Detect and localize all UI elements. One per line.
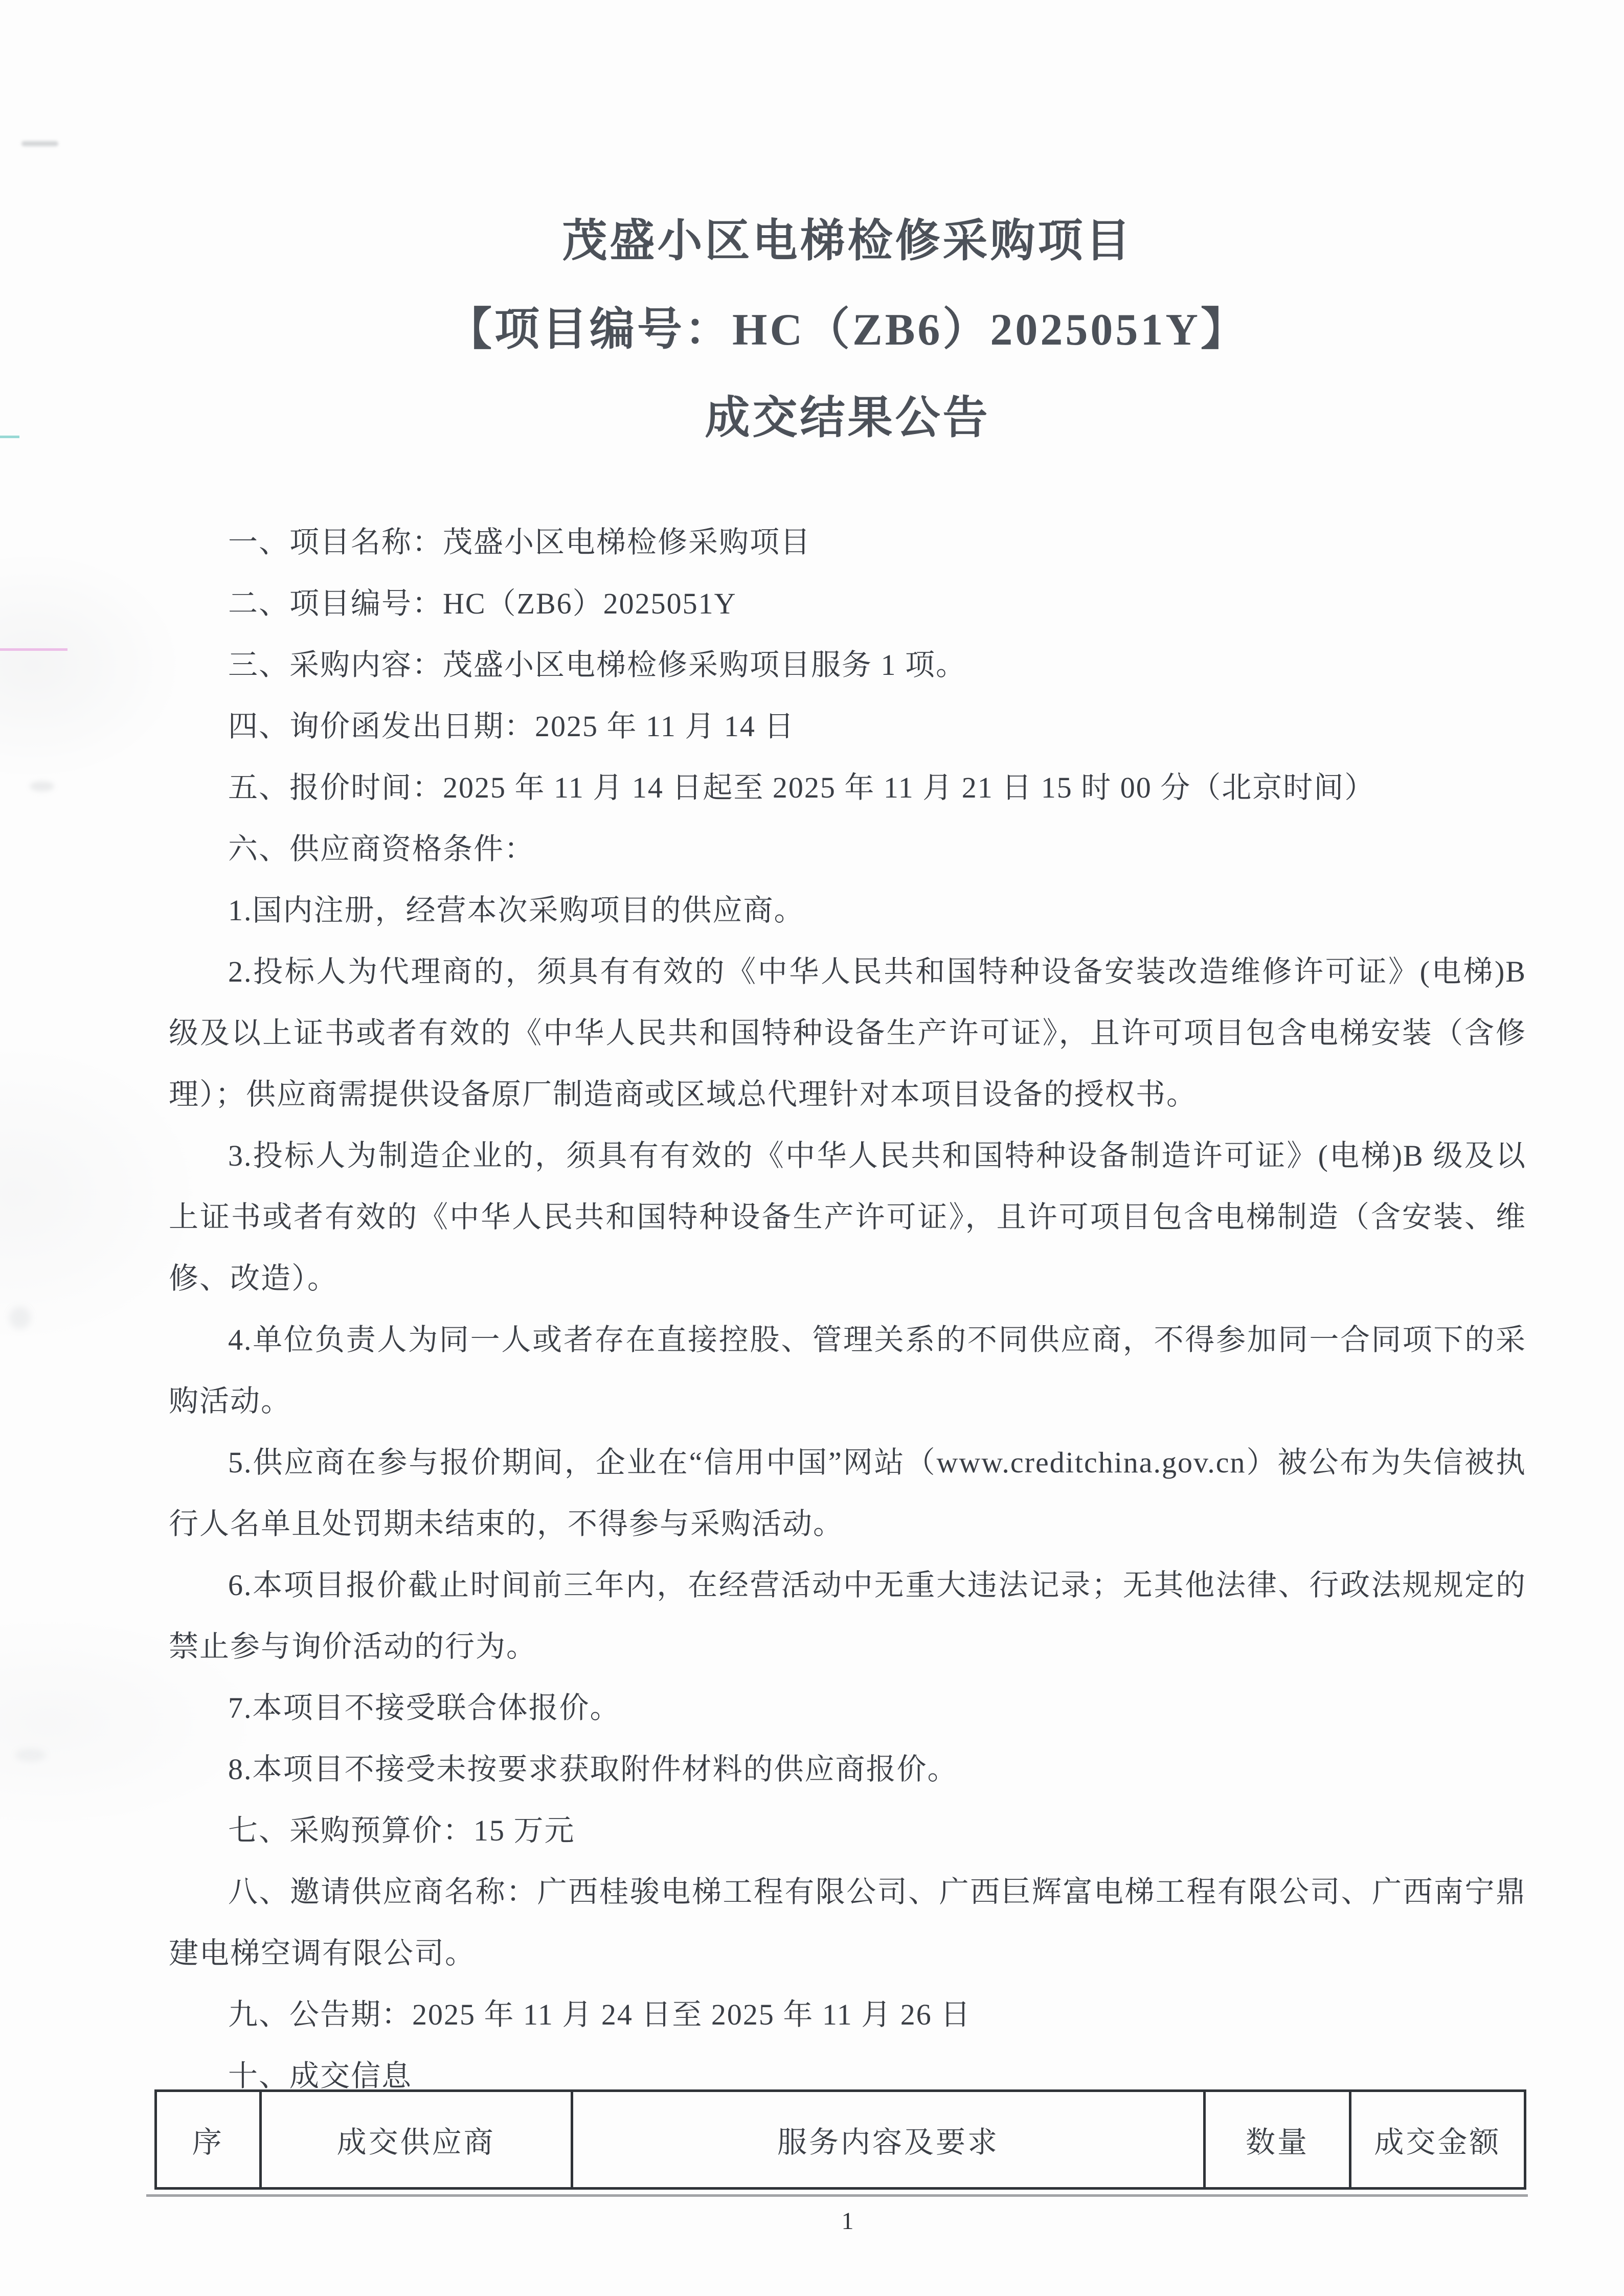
body-paragraph: 1.国内注册，经营本次采购项目的供应商。 (228, 894, 805, 927)
table-header-cell: 数量 (1205, 2091, 1350, 2189)
table-header-cell: 服务内容及要求 (572, 2091, 1205, 2189)
table-header-cell: 序 (156, 2091, 261, 2189)
body-paragraph: 三、采购内容：茂盛小区电梯检修采购项目服务 1 项。 (228, 648, 967, 681)
scan-smudge (30, 781, 54, 791)
scan-smudge (9, 1307, 31, 1329)
body-paragraph: 6.本项目报价截止时间前三年内，在经营活动中无重大违法记录；无其他法律、行政法规规定的禁止参与询价活动的行为。 (169, 1568, 1526, 1663)
table-header-cell: 成交供应商 (260, 2091, 572, 2189)
table-header-cell: 成交金额 (1350, 2091, 1525, 2189)
body-paragraph: 五、报价时间：2025 年 11 月 14 日起至 2025 年 11 月 21 日 15 时 00 分（北京时间） (228, 771, 1375, 804)
body-paragraph: 二、项目编号：HC（ZB6）2025051Y (228, 587, 737, 620)
body-paragraph: 7.本项目不接受联合体报价。 (228, 1691, 621, 1724)
body-paragraph: 七、采购预算价：15 万元 (228, 1814, 575, 1847)
body-paragraph: 8.本项目不接受未按要求获取附件材料的供应商报价。 (228, 1753, 958, 1786)
announcement-type-title: 成交结果公告 (705, 394, 990, 443)
scan-magenta-line (0, 648, 67, 651)
scan-teal-line (0, 436, 19, 438)
page-number: 1 (841, 2208, 854, 2235)
table-scan-double-border (146, 2194, 1528, 2197)
scan-smudge (15, 1748, 46, 1762)
document-body (169, 512, 1526, 2107)
body-paragraph: 2.投标人为代理商的，须具有有效的《中华人民共和国特种设备安装改造维修许可证》(电梯)B 级及以上证书或者有效的《中华人民共和国特种设备生产许可证》，且许可项目包含电梯安装（含修理）；供应商需提供设备原厂制造商或区域总代理针对本项目设备的授权书。 (169, 955, 1526, 1111)
body-paragraph: 5.供应商在参与报价期间，企业在“信用中国”网站（www.creditchina.gov.cn）被公布为失信被执行人名单且处罚期未结束的，不得参与采购活动。 (169, 1446, 1526, 1540)
body-paragraph: 六、供应商资格条件： (228, 832, 535, 866)
body-paragraph: 十、成交信息 (228, 2059, 413, 2093)
body-paragraph: 3.投标人为制造企业的，须具有有效的《中华人民共和国特种设备制造许可证》(电梯)B 级及以上证书或者有效的《中华人民共和国特种设备生产许可证》，且许可项目包含电梯制造（含安装、维修、改造）。 (169, 1139, 1526, 1295)
project-number-title: 【项目编号：HC（ZB6）2025051Y】 (447, 305, 1248, 355)
document-footer (0, 2207, 1624, 2235)
body-paragraph: 八、邀请供应商名称：广西桂骏电梯工程有限公司、广西巨辉富电梯工程有限公司、广西南宁鼎建电梯空调有限公司。 (169, 1875, 1526, 1970)
body-paragraph: 四、询价函发出日期：2025 年 11 月 14 日 (228, 710, 795, 743)
scan-smudge (21, 141, 58, 146)
document-header (169, 0, 1526, 463)
body-paragraph: 一、项目名称：茂盛小区电梯检修采购项目 (228, 526, 811, 559)
body-paragraph: 4.单位负责人为同一人或者存在直接控股、管理关系的不同供应商，不得参加同一合同项下的采购活动。 (169, 1323, 1526, 1418)
document-title: 茂盛小区电梯检修采购项目 (562, 217, 1133, 266)
body-paragraph: 九、公告期：2025 年 11 月 24 日至 2025 年 11 月 26 日 (228, 1998, 972, 2031)
